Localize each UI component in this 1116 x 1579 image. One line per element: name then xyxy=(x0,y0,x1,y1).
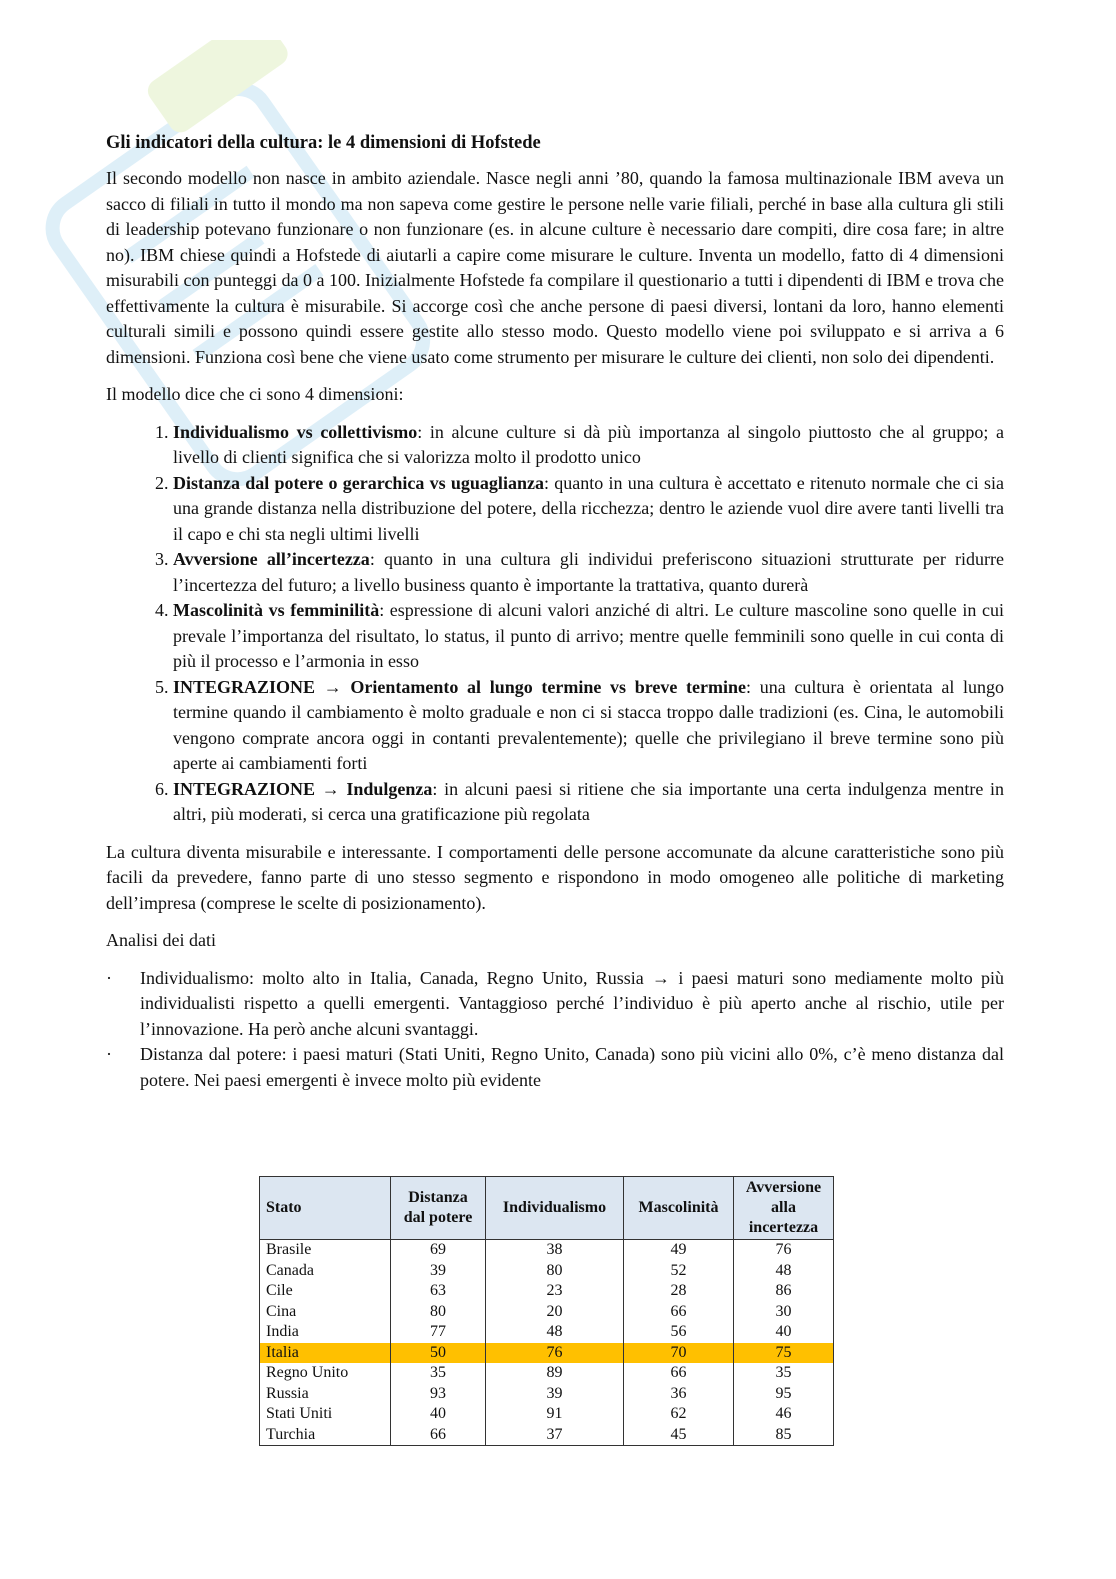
intro-paragraph: Il secondo modello non nasce in ambito aziendale. Nasce negli anni ’80, quando la famosa multinazionale IBM aveva un sacco di filiali in tutto il mondo ma non sapeva come gestire le persone nelle varie filiali, perché in base alla cultura gli stili di leadership potevano funzionare o non funzionare (es. in alcune culture è necessario dare compiti, dire cosa fare; in altre no). IBM chiese quindi a Hofstede di aiutarli a capire come misurare le culture. Inventa un modello, fatto di 4 dimensioni misurabili con punteggi da 0 a 100. Inizialmente Hofstede fa compilare il questionario a tutti i dipendenti di IBM e trova che effettivamente la cultura è misurabile. Si accorge così che anche persone di paesi diversi, lontani da loro, hanno elementi culturali simili e possono quindi essere gestite allo stesso modo. Questo modello viene poi sviluppato e si arriva a 6 dimensioni. Funziona così bene che viene usato come strumento per misurare le culture dei clienti, non solo dei dipendenti. xyxy=(106,168,1004,367)
dimension-name: Avversione all’incertezza xyxy=(173,549,370,569)
table-cell-value: 28 xyxy=(624,1281,734,1302)
table-row xyxy=(260,1261,834,1282)
hofstede-table xyxy=(259,1176,834,1446)
table-cell-country: Cile xyxy=(260,1281,391,1302)
dimension-description: : espressione di alcuni valori anziché di altri. Le culture mascoline sono quelle in cui prevale l’importanza del risultato, lo status, il punto di arrivo; mentre quelle femminili sono quelle in cui conta di più il processo e l’armonia in esso xyxy=(173,600,1004,671)
table-row xyxy=(260,1363,834,1384)
table-row xyxy=(260,1240,834,1261)
table-cell-country: Cina xyxy=(260,1302,391,1323)
table-cell-country: Italia xyxy=(260,1343,391,1364)
page-title: Gli indicatori della cultura: le 4 dimensioni di Hofstede xyxy=(106,133,541,153)
table-cell-value: 93 xyxy=(391,1384,486,1405)
table-cell-country: Turchia xyxy=(260,1425,391,1446)
list-item: · Distanza dal potere: i paesi maturi (Stati Uniti, Regno Unito, Canada) sono più vicini allo 0%, c’è meno distanza dal potere. Nei paesi emergenti è invece molto più evidente xyxy=(140,1042,1004,1093)
dimension-description: : una cultura è orientata al lungo termine quando il cambiamento è molto graduale e non ci si stacca troppo dalle tradizioni (es. Cina, le automobili vengono comprate ancora oggi in contanti prevalentemente); quelle che privilegiano il breve termine sono più aperte ai cambiamenti forti xyxy=(173,676,1004,773)
table-cell-country: India xyxy=(260,1322,391,1343)
table-cell-country: Canada xyxy=(260,1261,391,1282)
table-cell-value: 86 xyxy=(734,1281,834,1302)
table-cell-value: 30 xyxy=(734,1302,834,1323)
table-cell-value: 35 xyxy=(734,1363,834,1384)
model-intro: Il modello dice che ci sono 4 dimensioni: xyxy=(106,384,404,404)
table-cell-value: 62 xyxy=(624,1404,734,1425)
table-cell-value: 76 xyxy=(486,1343,624,1364)
table-cell-value: 70 xyxy=(624,1343,734,1364)
list-item xyxy=(173,675,1004,777)
table-cell-value: 38 xyxy=(486,1240,624,1261)
table-row xyxy=(260,1302,834,1323)
table-cell-value: 36 xyxy=(624,1384,734,1405)
table-cell-value: 46 xyxy=(734,1404,834,1425)
table-row xyxy=(260,1425,834,1446)
list-item xyxy=(173,420,1004,471)
table-cell-value: 69 xyxy=(391,1240,486,1261)
list-item xyxy=(173,777,1004,828)
conclusion-paragraph: La cultura diventa misurabile e interessante. I comportamenti delle persone accomunate da alcune caratteristiche sono più facili da prevedere, fanno parte di uno stesso segmento e rispondono in modo omogeneo alle politiche di marketing dell’impresa (comprese le scelte di posizionamento). xyxy=(106,841,1004,913)
table-row xyxy=(260,1343,834,1364)
table-row xyxy=(260,1281,834,1302)
table-cell-country: Stati Uniti xyxy=(260,1404,391,1425)
table-cell-value: 76 xyxy=(734,1240,834,1261)
dimension-description: : in alcuni paesi si ritiene che sia importante una certa indulgenza mentre in altri, più moderati, si cerca una gratificazione più regolata xyxy=(173,778,1005,824)
dimension-description: : in alcune culture si dà più importanza al singolo piuttosto che al gruppo; a livello di clienti significa che si valorizza molto il prodotto unico xyxy=(173,421,1004,467)
table-cell-value: 23 xyxy=(486,1281,624,1302)
table-cell-value: 95 xyxy=(734,1384,834,1405)
column-header-stato: Stato xyxy=(260,1177,391,1240)
table-cell-value: 40 xyxy=(391,1404,486,1425)
table-row xyxy=(260,1322,834,1343)
list-item xyxy=(173,471,1004,548)
table-cell-value: 48 xyxy=(486,1322,624,1343)
table-cell-value: 80 xyxy=(391,1302,486,1323)
dimension-name: Mascolinità vs femminilità xyxy=(173,600,380,620)
dimension-name: Distanza dal potere o gerarchica vs uguaglianza xyxy=(173,472,544,493)
table-cell-value: 66 xyxy=(624,1363,734,1384)
dimension-name: INTEGRAZIONE → Orientamento al lungo termine vs breve termine xyxy=(173,676,747,697)
table-cell-value: 39 xyxy=(391,1261,486,1282)
table-cell-value: 50 xyxy=(391,1343,486,1364)
dimension-name: INTEGRAZIONE → Indulgenza xyxy=(173,778,433,799)
column-header-individualismo: Individualismo xyxy=(486,1177,624,1240)
table-cell-value: 80 xyxy=(486,1261,624,1282)
table-cell-value: 49 xyxy=(624,1240,734,1261)
table-header-row xyxy=(260,1177,834,1240)
list-item xyxy=(173,547,1004,598)
table-cell-value: 66 xyxy=(624,1302,734,1323)
document-body xyxy=(106,130,1004,1093)
table-cell-country: Russia xyxy=(260,1384,391,1405)
table-body xyxy=(260,1240,834,1446)
table-cell-value: 63 xyxy=(391,1281,486,1302)
table-row xyxy=(260,1384,834,1405)
column-header-mascolinita: Mascolinità xyxy=(624,1177,734,1240)
table-cell-value: 52 xyxy=(624,1261,734,1282)
table-cell-value: 85 xyxy=(734,1425,834,1446)
table-cell-value: 45 xyxy=(624,1425,734,1446)
table-cell-value: 35 xyxy=(391,1363,486,1384)
column-header-distanza: Distanza dal potere xyxy=(391,1177,486,1240)
analysis-list xyxy=(106,966,1004,1094)
table-cell-country: Brasile xyxy=(260,1240,391,1261)
table-cell-value: 89 xyxy=(486,1363,624,1384)
table-cell-value: 37 xyxy=(486,1425,624,1446)
table-cell-value: 75 xyxy=(734,1343,834,1364)
list-item: · Individualismo: molto alto in Italia, Canada, Regno Unito, Russia → i paesi maturi sono mediamente molto più individualisti rispetto a quelli emergenti. Vantaggioso perché l’individuo è più aperto anche al rischio, utile per l’innovazione. Ha però anche alcuni svantaggi. xyxy=(140,966,1004,1043)
analysis-title: Analisi dei dati xyxy=(106,930,216,950)
table-row xyxy=(260,1404,834,1425)
dimension-name: Individualismo vs collettivismo xyxy=(173,421,418,442)
table-cell-value: 66 xyxy=(391,1425,486,1446)
dimension-description: : quanto in una cultura gli individui preferiscono situazioni strutturate per ridurre l’incertezza del futuro; a livello business quanto è importante la trattativa, quanto durerà xyxy=(173,549,1004,595)
table-cell-value: 48 xyxy=(734,1261,834,1282)
table-cell-value: 91 xyxy=(486,1404,624,1425)
table-cell-value: 20 xyxy=(486,1302,624,1323)
dimension-description: : quanto in una cultura è accettato e ritenuto normale che ci sia una grande distanza nella distribuzione del potere, della ricchezza; dentro le aziende vuol dire avere tanti livelli tra il capo e chi sta negli ultimi livelli xyxy=(173,472,1005,544)
list-item xyxy=(173,598,1004,675)
table-cell-country: Regno Unito xyxy=(260,1363,391,1384)
dimensions-list xyxy=(106,420,1004,828)
table-cell-value: 77 xyxy=(391,1322,486,1343)
table-cell-value: 56 xyxy=(624,1322,734,1343)
table-cell-value: 40 xyxy=(734,1322,834,1343)
table-cell-value: 39 xyxy=(486,1384,624,1405)
column-header-avversione: Avversione alla incertezza xyxy=(734,1177,834,1240)
